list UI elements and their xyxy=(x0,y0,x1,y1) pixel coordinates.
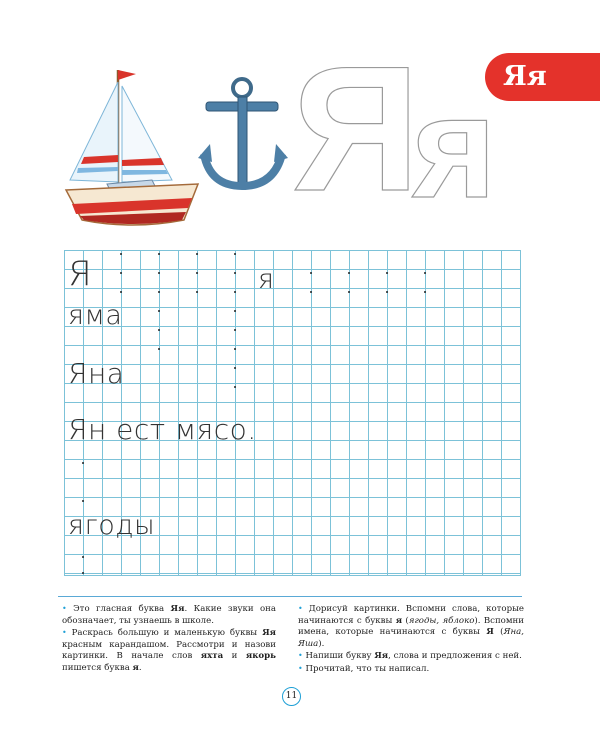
guide-dot xyxy=(196,272,198,274)
sample-word-2: Яна xyxy=(68,357,125,390)
bullet-icon: • xyxy=(298,604,303,613)
bullet-icon: • xyxy=(298,651,303,661)
guide-dot xyxy=(386,272,388,274)
guide-dot xyxy=(348,272,350,274)
guide-dot xyxy=(234,348,236,350)
guide-dot xyxy=(158,253,160,255)
bullet-icon: • xyxy=(298,663,303,673)
instructions-left-column xyxy=(62,603,276,675)
guide-dot xyxy=(120,253,122,255)
guide-dot xyxy=(386,291,388,293)
guide-dot xyxy=(310,291,312,293)
guide-dot xyxy=(348,291,350,293)
bullet-icon: • xyxy=(62,628,67,638)
writing-grid xyxy=(64,250,521,576)
instruction-item: • Напиши букву Яя, слова и предложения с ней. xyxy=(298,651,522,662)
sample-sentence: Ян ест мясо. xyxy=(68,413,257,446)
guide-dot xyxy=(234,329,236,331)
guide-dot xyxy=(424,272,426,274)
instruction-item: • Прочитай, что ты написал. xyxy=(298,663,430,674)
divider-line xyxy=(58,596,522,597)
sailboat-icon xyxy=(62,62,202,230)
guide-dot xyxy=(196,253,198,255)
big-uppercase-letter-outline: Я xyxy=(292,29,420,228)
guide-dot xyxy=(158,291,160,293)
instruction-item: • Это гласная буква Яя. Какие звуки она обозначает, ты узнаешь в школе. xyxy=(62,604,277,626)
guide-dot xyxy=(82,462,84,464)
bullet-icon: • xyxy=(62,604,67,613)
guide-dot xyxy=(234,272,236,274)
guide-dot xyxy=(82,556,84,558)
instruction-item: • Раскрась большую и маленькую буквы Яя красным карандашом. Рассмотри и назови картинки. В начале слов яхта и якорь пишется буква я. xyxy=(62,628,276,673)
guide-dot xyxy=(424,291,426,293)
guide-dot xyxy=(120,272,122,274)
guide-dot xyxy=(234,386,236,388)
guide-dot xyxy=(82,572,84,574)
guide-dot xyxy=(120,291,122,293)
guide-dot xyxy=(310,272,312,274)
sample-word-3: ягоды xyxy=(68,510,156,541)
page-number: 11 xyxy=(282,687,301,706)
guide-dot xyxy=(82,500,84,502)
guide-dot xyxy=(158,329,160,331)
big-lowercase-letter-outline: я xyxy=(412,66,497,228)
anchor-icon xyxy=(198,74,288,194)
guide-dot xyxy=(158,348,160,350)
letter-badge: Яя xyxy=(485,53,600,101)
guide-dot xyxy=(234,367,236,369)
sample-word-1: яма xyxy=(68,300,123,331)
guide-dot xyxy=(234,310,236,312)
guide-dot xyxy=(158,272,160,274)
sample-uppercase-letter: Я xyxy=(68,254,93,294)
instructions-right-column xyxy=(298,603,524,676)
sample-lowercase-letter: я xyxy=(258,264,275,295)
guide-dot xyxy=(234,291,236,293)
guide-dot xyxy=(158,310,160,312)
instruction-item: • Дорисуй картинки. Вспомни слова, которые начинаются с буквы я (ягоды, яблоко). Вспомни имена, которые начинаются с буквы Я (Яна, Яша). xyxy=(298,604,524,649)
guide-dot xyxy=(234,253,236,255)
guide-dot xyxy=(196,291,198,293)
